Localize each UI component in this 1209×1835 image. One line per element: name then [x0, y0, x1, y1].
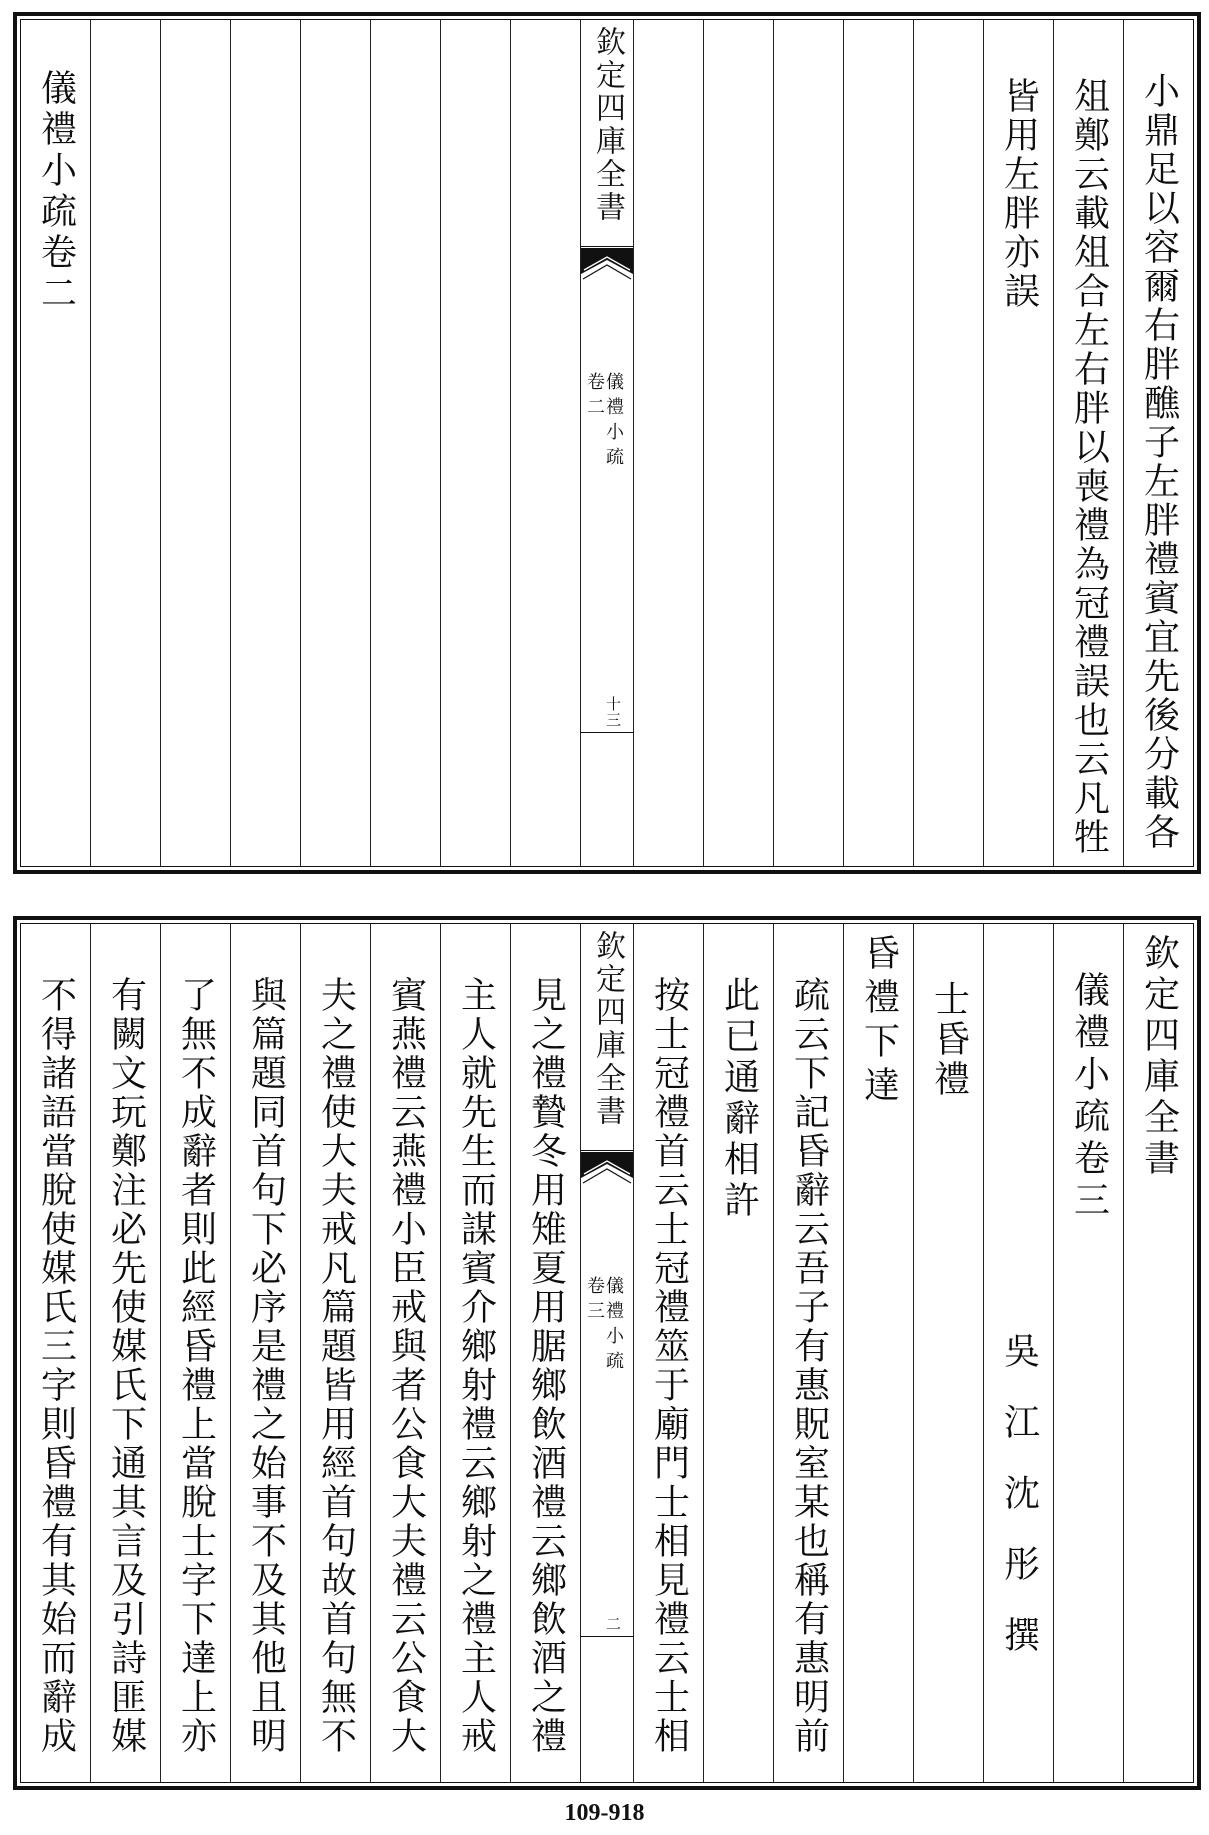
- empty-column: [773, 20, 843, 866]
- text-column-line: 主人就先生而謀賓介鄉射禮云鄉射之禮主人戒: [455, 976, 497, 1756]
- text-column: [160, 924, 230, 1782]
- fold-divider: [581, 732, 633, 733]
- author-column: [983, 924, 1053, 1782]
- text-column: [21, 924, 90, 1782]
- empty-column: [913, 20, 983, 866]
- empty-column: [300, 20, 370, 866]
- text-column: [440, 924, 510, 1782]
- text-column: [230, 924, 300, 1782]
- text-column-line: 按士冠禮首云士冠禮筮于廟門士相見禮云士相: [648, 976, 690, 1756]
- lower-page-frame: [13, 916, 1201, 1790]
- text-column: [300, 924, 370, 1782]
- fold-divider: [581, 1636, 633, 1637]
- footer-volume-page: 109-918: [564, 1800, 645, 1826]
- empty-column: [510, 20, 580, 866]
- empty-column: [230, 20, 300, 866]
- fold-leaf-number: 十三: [604, 696, 622, 728]
- text-column: [370, 924, 440, 1782]
- text-column: [510, 924, 580, 1782]
- text-column-line: 與篇題同首句下必序是禮之始事不及其他且明: [245, 976, 287, 1756]
- chapter-title: 士昏禮: [928, 980, 970, 1100]
- volume-title: 儀禮小疏卷三: [1068, 971, 1110, 1223]
- fishtail-ornament-icon: [581, 1152, 633, 1186]
- page-header: 欽定四庫全書: [1138, 934, 1180, 1180]
- center-fold-strip: [580, 20, 633, 866]
- empty-column: [440, 20, 510, 866]
- chapter-title-column: [913, 924, 983, 1782]
- fold-leaf-number: 二: [604, 1616, 622, 1632]
- text-column: [1123, 20, 1193, 866]
- text-column: [703, 924, 773, 1782]
- upper-page-frame: [13, 12, 1201, 874]
- author-line: 吳江沈彤撰: [998, 1332, 1040, 1687]
- text-column-line: 不得諸語當脫使媒氏三字則昏禮有其始而辭成: [35, 976, 77, 1756]
- text-column-line: 皆用左胖亦誤: [998, 77, 1040, 311]
- lower-page-grid: [20, 923, 1194, 1783]
- text-column-line: 俎鄭云載俎合左右胖以喪禮為冠禮誤也云凡牲: [1068, 77, 1110, 857]
- empty-column: [843, 20, 913, 866]
- closing-title: 儀禮小疏卷二: [35, 69, 77, 315]
- upper-page-grid: [20, 19, 1194, 867]
- fold-book-title: 儀禮小疏: [603, 372, 624, 472]
- text-column: [633, 924, 703, 1782]
- quoted-passage-column: [843, 924, 913, 1782]
- empty-column: [633, 20, 703, 866]
- center-fold-strip: [580, 924, 633, 1782]
- page-header-column: [1123, 924, 1193, 1782]
- fold-volume: 卷二: [584, 372, 605, 422]
- text-column: [773, 924, 843, 1782]
- fold-divider: [581, 246, 633, 247]
- closing-title-column: [21, 20, 90, 866]
- text-column-line: 小鼎足以容爾右胖醮子左胖禮賓宜先後分載各: [1138, 72, 1180, 852]
- fold-divider: [581, 1150, 633, 1151]
- text-column-line: 了無不成辭者則此經昏禮上當脫士字下達上亦: [175, 976, 217, 1756]
- fishtail-ornament-icon: [581, 248, 633, 282]
- text-column-line: 夫之禮使大夫戒凡篇題皆用經首句故首句無不: [315, 976, 357, 1756]
- text-column-line: 見之禮贄冬用雉夏用腒鄉飲酒禮云鄉飲酒之禮: [525, 976, 567, 1756]
- empty-column: [703, 20, 773, 866]
- volume-title-column: [1053, 924, 1123, 1782]
- fold-header: 欽定四庫全書: [590, 26, 625, 224]
- text-column-line: 疏云下記昏辭云吾子有惠貺室某也稱有惠明前: [788, 976, 830, 1756]
- text-column: [1053, 20, 1123, 866]
- fold-book-title: 儀禮小疏: [603, 1276, 624, 1376]
- empty-column: [90, 20, 160, 866]
- text-column: [90, 924, 160, 1782]
- fold-volume: 卷三: [584, 1276, 605, 1326]
- text-column: [983, 20, 1053, 866]
- empty-column: [160, 20, 230, 866]
- text-column-line: 賓燕禮云燕禮小臣戒與者公食大夫禮云公食大: [385, 976, 427, 1756]
- empty-column: [370, 20, 440, 866]
- text-column-line: 此已通辭相許: [718, 976, 760, 1222]
- text-column-line: 有闕文玩鄭注必先使媒氏下通其言及引詩匪媒: [105, 976, 147, 1756]
- quoted-passage: 昏禮下達: [858, 934, 900, 1110]
- fold-header: 欽定四庫全書: [590, 930, 625, 1128]
